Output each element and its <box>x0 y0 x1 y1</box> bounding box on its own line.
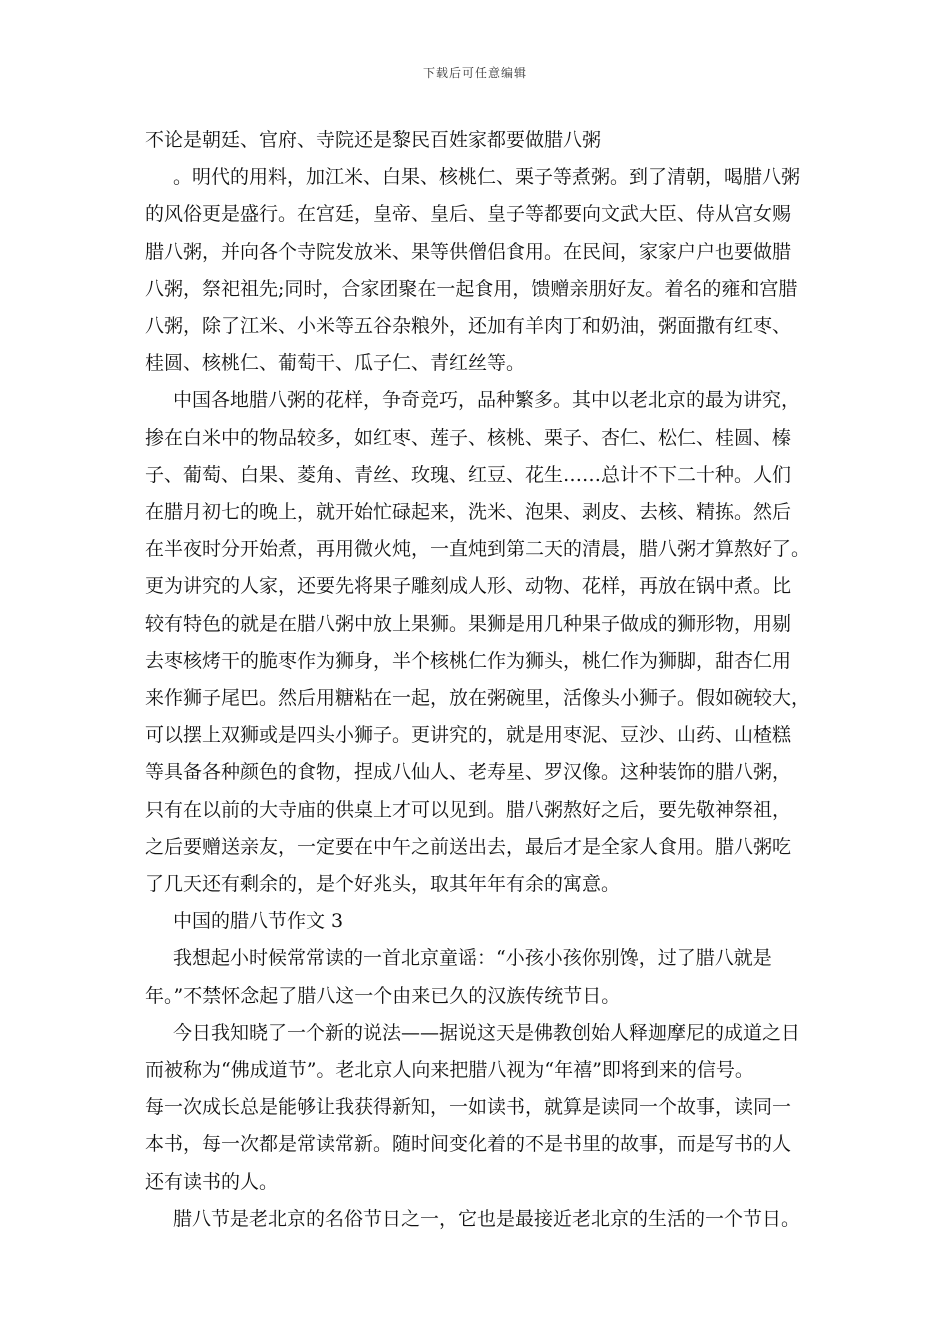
text-line: 腊八节是老北京的名俗节日之一，它也是最接近老北京的生活的一个节日。 <box>173 1207 801 1230</box>
text-line: 我想起小时候常常读的一首北京童谣：“小孩小孩你别馋，过了腊八就是 <box>173 947 772 970</box>
paragraph <box>145 1201 825 1238</box>
text-line: 今日我知晓了一个新的说法——据说这天是佛教创始人释迦摩尼的成道之日 <box>173 1021 801 1044</box>
paragraph <box>145 940 825 1014</box>
text-line: 较有特色的就是在腊八粥中放上果狮。果狮是用几种果子做成的狮形物，用剔 <box>145 612 792 635</box>
text-line: 可以摆上双狮或是四头小狮子。更讲究的，就是用枣泥、豆沙、山药、山楂糕 <box>145 724 792 747</box>
document-body <box>145 122 825 1238</box>
text-line: 八粥，祭祀祖先;同时，合家团聚在一起食用，馈赠亲朋好友。着名的雍和宫腊 <box>145 277 798 300</box>
text-line: 而被称为“佛成道节”。老北京人向来把腊八视为“年禧”即将到来的信号。 <box>145 1059 754 1082</box>
text-line: 去枣核烤干的脆枣作为狮身，半个核桃仁作为狮头，桃仁作为狮脚，甜杏仁用 <box>145 649 792 672</box>
text-line: 等具备各种颜色的食物，捏成八仙人、老寿星、罗汉像。这种装饰的腊八粥， <box>145 761 792 784</box>
text-line: 还有读书的人。 <box>145 1170 279 1193</box>
paragraph <box>145 903 825 940</box>
text-line: 在腊月初七的晚上，就开始忙碌起来，洗米、泡果、剥皮、去核、精拣。然后 <box>145 501 792 524</box>
text-line: 了几天还有剩余的，是个好兆头，取其年年有余的寓意。 <box>145 873 621 896</box>
paragraph <box>145 122 825 159</box>
page-header: 下载后可任意编辑 <box>422 66 527 80</box>
text-line: 八粥，除了江米、小米等五谷杂粮外，还加有羊肉丁和奶油，粥面撒有红枣、 <box>145 315 792 338</box>
text-line: 腊八粥，并向各个寺院发放米、果等供僧侣食用。在民间，家家户户也要做腊 <box>145 240 792 263</box>
text-line: 来作狮子尾巴。然后用糖粘在一起，放在粥碗里，活像头小狮子。假如碗较大， <box>145 687 811 710</box>
text-line: 本书，每一次都是常读常新。随时间变化着的不是书里的故事，而是写书的人 <box>145 1133 792 1156</box>
text-line: 之后要赠送亲友，一定要在中午之前送出去，最后才是全家人食用。腊八粥吃 <box>145 835 792 858</box>
text-line: 掺在白米中的物品较多，如红枣、莲子、核桃、栗子、杏仁、松仁、桂圆、榛 <box>145 426 792 449</box>
text-line: 。明代的用料，加江米、白果、核桃仁、栗子等煮粥。到了清朝，喝腊八粥 <box>173 166 801 189</box>
text-line: 只有在以前的大寺庙的供桌上才可以见到。腊八粥熬好之后，要先敬神祭祖， <box>145 798 792 821</box>
text-line: 更为讲究的人家，还要先将果子雕刻成人形、动物、花样，再放在锅中煮。比 <box>145 575 792 598</box>
paragraph <box>145 1015 825 1201</box>
text-line: 中国的腊八节作文 3 <box>173 910 344 933</box>
paragraph <box>145 382 825 903</box>
text-line: 每一次成长总是能够让我获得新知，一如读书，就算是读同一个故事，读同一 <box>145 1096 792 1119</box>
text-line: 子、葡萄、白果、菱角、青丝、玫瑰、红豆、花生……总计不下二十种。人们 <box>145 463 792 486</box>
text-line: 中国各地腊八粥的花样，争奇竞巧，品种繁多。其中以老北京的最为讲究， <box>173 389 801 412</box>
text-line: 不论是朝廷、官府、寺院还是黎民百姓家都要做腊八粥 <box>145 129 602 151</box>
text-line: 年。”不禁怀念起了腊八这一个由来已久的汉族传统节日。 <box>145 984 621 1007</box>
text-line: 桂圆、核桃仁、葡萄干、瓜子仁、青红丝等。 <box>145 352 526 375</box>
paragraph <box>145 159 825 382</box>
text-line: 在半夜时分开始煮，再用微火炖，一直炖到第二天的清晨，腊八粥才算熬好了。 <box>145 538 811 561</box>
text-line: 的风俗更是盛行。在宫廷，皇帝、皇后、皇子等都要向文武大臣、侍从宫女赐 <box>145 203 792 226</box>
